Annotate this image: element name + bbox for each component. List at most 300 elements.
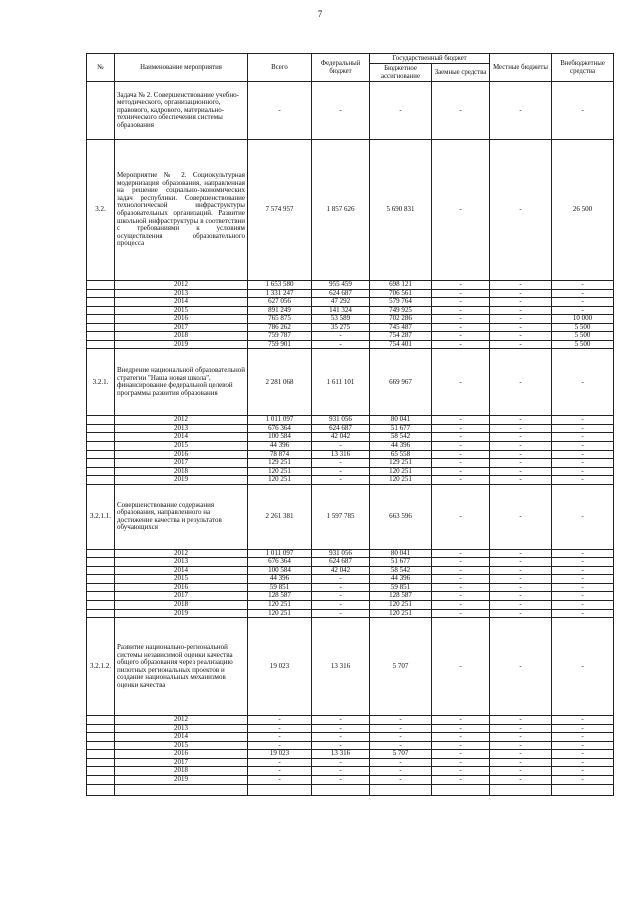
- year-label: 2016: [115, 450, 248, 459]
- year-row: [87, 442, 614, 451]
- year-alloc: 120 251: [370, 467, 432, 476]
- year-total: 129 251: [248, 459, 312, 468]
- year-off: -: [552, 298, 614, 307]
- year-federal: -: [312, 340, 370, 349]
- year-row: [87, 332, 614, 341]
- year-federal: -: [312, 332, 370, 341]
- year-local: -: [490, 289, 552, 298]
- year-row: [87, 323, 614, 332]
- year-local: -: [490, 306, 552, 315]
- year-loans: -: [432, 281, 490, 290]
- year-row: [87, 566, 614, 575]
- year-local: -: [490, 566, 552, 575]
- year-alloc: 51 677: [370, 424, 432, 433]
- program-name: Мероприятие № 2. Социокультурная модернизация образования, направленная на решение социально-экономических задач республики. Совершенствование технологической инфраструктуры образовательных организаций. Развитие школьной инфраструктуры в соответствии с требованиями к условиям осуществления образовательного процесса: [115, 140, 248, 281]
- year-local: -: [490, 741, 552, 750]
- year-label: 2015: [115, 575, 248, 584]
- year-alloc: 129 251: [370, 459, 432, 468]
- year-alloc: -: [370, 716, 432, 725]
- year-row: [87, 733, 614, 742]
- year-total: 120 251: [248, 467, 312, 476]
- year-total: 676 364: [248, 558, 312, 567]
- year-local: -: [490, 716, 552, 725]
- program-loans: -: [432, 618, 490, 716]
- year-federal: 35 275: [312, 323, 370, 332]
- task-local: -: [490, 82, 552, 140]
- year-label: 2018: [115, 601, 248, 610]
- year-label: 2017: [115, 323, 248, 332]
- header-offbudget: Внебюджетные средства: [552, 54, 614, 82]
- year-total: 1 011 097: [248, 416, 312, 425]
- year-row: [87, 575, 614, 584]
- header-num: №: [87, 54, 115, 82]
- year-loans: -: [432, 592, 490, 601]
- year-alloc: 58 542: [370, 433, 432, 442]
- year-local: -: [490, 332, 552, 341]
- year-local: -: [490, 315, 552, 324]
- year-local: -: [490, 724, 552, 733]
- header-row: [87, 54, 614, 64]
- year-local: -: [490, 592, 552, 601]
- year-off: -: [552, 767, 614, 776]
- year-local: -: [490, 467, 552, 476]
- year-local: -: [490, 476, 552, 485]
- year-label: 2017: [115, 758, 248, 767]
- year-off: -: [552, 716, 614, 725]
- year-federal: 931 056: [312, 416, 370, 425]
- program-loans: -: [432, 140, 490, 281]
- year-row: [87, 424, 614, 433]
- task-off: -: [552, 82, 614, 140]
- year-alloc: 44 396: [370, 442, 432, 451]
- year-off: -: [552, 724, 614, 733]
- year-federal: -: [312, 459, 370, 468]
- task-loans: -: [432, 82, 490, 140]
- year-federal: -: [312, 775, 370, 784]
- year-alloc: 58 542: [370, 566, 432, 575]
- year-total: 676 364: [248, 424, 312, 433]
- year-row: [87, 767, 614, 776]
- header-name: Наименование мероприятия: [115, 54, 248, 82]
- year-federal: -: [312, 716, 370, 725]
- year-row: [87, 716, 614, 725]
- year-off: -: [552, 467, 614, 476]
- year-federal: 931 056: [312, 549, 370, 558]
- year-total: -: [248, 741, 312, 750]
- year-label: 2019: [115, 340, 248, 349]
- year-row: [87, 758, 614, 767]
- year-alloc: 44 396: [370, 575, 432, 584]
- year-total: 59 851: [248, 583, 312, 592]
- year-federal: 42 042: [312, 566, 370, 575]
- header-loans: Заемные средства: [432, 64, 490, 82]
- year-row: [87, 298, 614, 307]
- year-loans: -: [432, 549, 490, 558]
- year-local: -: [490, 601, 552, 610]
- year-label: 2012: [115, 281, 248, 290]
- year-total: 100 584: [248, 566, 312, 575]
- program-federal: 1 597 785: [312, 484, 370, 549]
- year-federal: 13 316: [312, 750, 370, 759]
- year-loans: -: [432, 467, 490, 476]
- year-alloc: 59 851: [370, 583, 432, 592]
- year-alloc: 120 251: [370, 601, 432, 610]
- program-alloc: 669 967: [370, 349, 432, 416]
- year-loans: -: [432, 450, 490, 459]
- year-loans: -: [432, 424, 490, 433]
- year-federal: 624 687: [312, 289, 370, 298]
- year-label: 2019: [115, 609, 248, 618]
- year-row: [87, 433, 614, 442]
- page-number: 7: [317, 9, 323, 19]
- year-label: 2016: [115, 583, 248, 592]
- year-local: -: [490, 450, 552, 459]
- year-loans: -: [432, 716, 490, 725]
- year-federal: -: [312, 601, 370, 610]
- header-federal: Федеральный бюджет: [312, 54, 370, 82]
- year-total: 891 249: [248, 306, 312, 315]
- year-label: 2018: [115, 767, 248, 776]
- header-local: Местные бюджеты: [490, 54, 552, 82]
- year-label: 2018: [115, 332, 248, 341]
- year-total: -: [248, 724, 312, 733]
- year-local: -: [490, 442, 552, 451]
- program-local: -: [490, 349, 552, 416]
- year-off: -: [552, 549, 614, 558]
- year-local: -: [490, 433, 552, 442]
- program-loans: -: [432, 349, 490, 416]
- year-local: -: [490, 733, 552, 742]
- year-loans: -: [432, 298, 490, 307]
- year-off: -: [552, 601, 614, 610]
- year-off: -: [552, 741, 614, 750]
- year-local: -: [490, 340, 552, 349]
- year-off: -: [552, 433, 614, 442]
- year-off: -: [552, 583, 614, 592]
- year-label: 2016: [115, 315, 248, 324]
- year-loans: -: [432, 733, 490, 742]
- year-label: 2012: [115, 549, 248, 558]
- year-alloc: 65 558: [370, 450, 432, 459]
- year-row: [87, 750, 614, 759]
- task-alloc: -: [370, 82, 432, 140]
- year-off: -: [552, 775, 614, 784]
- year-total: 120 251: [248, 476, 312, 485]
- year-federal: -: [312, 467, 370, 476]
- year-local: -: [490, 416, 552, 425]
- year-total: -: [248, 767, 312, 776]
- year-row: [87, 609, 614, 618]
- task-name: Задача № 2. Совершенствование учебно-методического, организационного, правового, кадрового, материально-технического обеспечения системы образования: [115, 82, 248, 140]
- year-loans: -: [432, 601, 490, 610]
- year-loans: -: [432, 566, 490, 575]
- year-row: [87, 476, 614, 485]
- program-local: -: [490, 618, 552, 716]
- year-alloc: 80 041: [370, 416, 432, 425]
- year-loans: -: [432, 575, 490, 584]
- year-total: 765 875: [248, 315, 312, 324]
- year-off: 5 500: [552, 323, 614, 332]
- year-loans: -: [432, 775, 490, 784]
- year-label: 2014: [115, 298, 248, 307]
- year-off: 5 500: [552, 340, 614, 349]
- year-federal: -: [312, 609, 370, 618]
- year-federal: 624 687: [312, 424, 370, 433]
- year-alloc: -: [370, 724, 432, 733]
- year-alloc: -: [370, 758, 432, 767]
- program-name: Внедрение национальной образовательной стратегии "Наша новая школа", финансирование федеральной целевой программы развития образования: [115, 349, 248, 416]
- year-local: -: [490, 583, 552, 592]
- year-total: 120 251: [248, 609, 312, 618]
- year-alloc: 754 287: [370, 332, 432, 341]
- header-budget-alloc: Бюджетное ассигнование: [370, 64, 432, 82]
- year-row: [87, 416, 614, 425]
- year-loans: -: [432, 323, 490, 332]
- year-off: -: [552, 476, 614, 485]
- program-number: 3.2.: [87, 140, 115, 281]
- year-local: -: [490, 558, 552, 567]
- year-local: -: [490, 281, 552, 290]
- year-loans: -: [432, 340, 490, 349]
- year-federal: -: [312, 741, 370, 750]
- year-alloc: 5 707: [370, 750, 432, 759]
- year-total: -: [248, 716, 312, 725]
- program-number: 3.2.1.1.: [87, 484, 115, 549]
- year-label: 2012: [115, 416, 248, 425]
- year-federal: 42 042: [312, 433, 370, 442]
- program-total: 2 261 381: [248, 484, 312, 549]
- year-row: [87, 306, 614, 315]
- year-label: 2014: [115, 566, 248, 575]
- year-row: [87, 724, 614, 733]
- header-total: Всего: [248, 54, 312, 82]
- year-total: -: [248, 733, 312, 742]
- year-federal: -: [312, 767, 370, 776]
- program-federal: 13 316: [312, 618, 370, 716]
- year-federal: 955 459: [312, 281, 370, 290]
- year-alloc: 579 764: [370, 298, 432, 307]
- year-alloc: 702 286: [370, 315, 432, 324]
- year-alloc: -: [370, 767, 432, 776]
- program-alloc: 5 707: [370, 618, 432, 716]
- year-row: [87, 549, 614, 558]
- year-row: [87, 601, 614, 610]
- year-alloc: 120 251: [370, 476, 432, 485]
- year-federal: -: [312, 724, 370, 733]
- year-label: 2015: [115, 442, 248, 451]
- year-off: -: [552, 281, 614, 290]
- year-federal: -: [312, 442, 370, 451]
- year-total: 19 023: [248, 750, 312, 759]
- year-loans: -: [432, 724, 490, 733]
- task-row: [87, 82, 614, 140]
- year-total: 44 396: [248, 442, 312, 451]
- program-total: 19 023: [248, 618, 312, 716]
- year-off: -: [552, 459, 614, 468]
- year-local: -: [490, 549, 552, 558]
- year-alloc: 698 121: [370, 281, 432, 290]
- year-label: 2013: [115, 424, 248, 433]
- year-alloc: -: [370, 733, 432, 742]
- year-loans: -: [432, 476, 490, 485]
- year-off: 10 000: [552, 315, 614, 324]
- year-label: 2013: [115, 724, 248, 733]
- year-alloc: 128 587: [370, 592, 432, 601]
- year-alloc: 749 925: [370, 306, 432, 315]
- year-row: [87, 741, 614, 750]
- year-label: 2012: [115, 716, 248, 725]
- year-total: 128 587: [248, 592, 312, 601]
- year-row: [87, 775, 614, 784]
- year-total: 1 653 580: [248, 281, 312, 290]
- year-label: 2017: [115, 459, 248, 468]
- year-federal: -: [312, 476, 370, 485]
- year-off: -: [552, 558, 614, 567]
- year-off: -: [552, 758, 614, 767]
- year-loans: -: [432, 767, 490, 776]
- year-loans: -: [432, 459, 490, 468]
- year-alloc: 51 677: [370, 558, 432, 567]
- year-row: [87, 467, 614, 476]
- program-total: 7 574 957: [248, 140, 312, 281]
- year-local: -: [490, 758, 552, 767]
- year-total: 78 874: [248, 450, 312, 459]
- year-loans: -: [432, 289, 490, 298]
- year-label: 2015: [115, 741, 248, 750]
- year-local: -: [490, 575, 552, 584]
- year-federal: -: [312, 583, 370, 592]
- program-row: [87, 349, 614, 416]
- year-federal: -: [312, 733, 370, 742]
- year-off: -: [552, 424, 614, 433]
- year-loans: -: [432, 583, 490, 592]
- year-row: [87, 281, 614, 290]
- year-row: [87, 459, 614, 468]
- year-label: 2019: [115, 775, 248, 784]
- year-row: [87, 558, 614, 567]
- program-off: -: [552, 618, 614, 716]
- year-off: 5 500: [552, 332, 614, 341]
- year-row: [87, 583, 614, 592]
- year-off: -: [552, 306, 614, 315]
- year-federal: 47 292: [312, 298, 370, 307]
- year-loans: -: [432, 758, 490, 767]
- year-federal: 141 324: [312, 306, 370, 315]
- empty-row: [87, 784, 614, 795]
- year-off: -: [552, 575, 614, 584]
- year-total: 1 011 097: [248, 549, 312, 558]
- year-loans: -: [432, 750, 490, 759]
- year-loans: -: [432, 609, 490, 618]
- program-local: -: [490, 484, 552, 549]
- program-number: 3.2.1.: [87, 349, 115, 416]
- year-local: -: [490, 459, 552, 468]
- year-local: -: [490, 298, 552, 307]
- year-total: 786 262: [248, 323, 312, 332]
- year-alloc: 120 251: [370, 609, 432, 618]
- program-off: -: [552, 484, 614, 549]
- year-federal: -: [312, 575, 370, 584]
- budget-table: [86, 53, 614, 796]
- program-federal: 1 857 626: [312, 140, 370, 281]
- year-label: 2019: [115, 476, 248, 485]
- year-alloc: -: [370, 775, 432, 784]
- program-off: -: [552, 349, 614, 416]
- year-total: 44 396: [248, 575, 312, 584]
- year-total: -: [248, 758, 312, 767]
- program-row: [87, 484, 614, 549]
- year-loans: -: [432, 741, 490, 750]
- year-label: 2014: [115, 733, 248, 742]
- year-total: -: [248, 775, 312, 784]
- year-loans: -: [432, 315, 490, 324]
- program-row: [87, 140, 614, 281]
- year-loans: -: [432, 332, 490, 341]
- program-loans: -: [432, 484, 490, 549]
- year-federal: 13 316: [312, 450, 370, 459]
- year-federal: -: [312, 592, 370, 601]
- year-federal: 624 687: [312, 558, 370, 567]
- program-alloc: 663 596: [370, 484, 432, 549]
- year-row: [87, 315, 614, 324]
- program-number: 3.2.1.2.: [87, 618, 115, 716]
- year-row: [87, 592, 614, 601]
- year-loans: -: [432, 433, 490, 442]
- year-off: -: [552, 750, 614, 759]
- program-name: Совершенствование содержания образования, направленного на достижение качества и результатов обучающихся: [115, 484, 248, 549]
- year-off: -: [552, 289, 614, 298]
- year-total: 100 584: [248, 433, 312, 442]
- year-local: -: [490, 775, 552, 784]
- year-off: -: [552, 733, 614, 742]
- year-alloc: 706 561: [370, 289, 432, 298]
- year-loans: -: [432, 558, 490, 567]
- year-row: [87, 450, 614, 459]
- year-alloc: -: [370, 741, 432, 750]
- year-off: -: [552, 592, 614, 601]
- year-label: 2015: [115, 306, 248, 315]
- year-label: 2016: [115, 750, 248, 759]
- year-label: 2014: [115, 433, 248, 442]
- year-loans: -: [432, 416, 490, 425]
- year-alloc: 754 401: [370, 340, 432, 349]
- year-local: -: [490, 767, 552, 776]
- program-alloc: 5 690 831: [370, 140, 432, 281]
- program-total: 2 281 068: [248, 349, 312, 416]
- year-loans: -: [432, 306, 490, 315]
- program-name: Развитие национально-региональной системы независимой оценки качества общего образования через реализацию пилотных региональных проектов и создание национальных механизмов оценки качества: [115, 618, 248, 716]
- task-federal: -: [312, 82, 370, 140]
- year-label: 2017: [115, 592, 248, 601]
- program-off: 26 500: [552, 140, 614, 281]
- year-federal: 53 589: [312, 315, 370, 324]
- task-total: -: [248, 82, 312, 140]
- year-total: 120 251: [248, 601, 312, 610]
- year-local: -: [490, 609, 552, 618]
- year-label: 2013: [115, 558, 248, 567]
- program-local: -: [490, 140, 552, 281]
- year-alloc: 80 041: [370, 549, 432, 558]
- year-off: -: [552, 450, 614, 459]
- year-local: -: [490, 750, 552, 759]
- year-federal: -: [312, 758, 370, 767]
- program-row: [87, 618, 614, 716]
- year-label: 2018: [115, 467, 248, 476]
- year-loans: -: [432, 442, 490, 451]
- year-label: 2013: [115, 289, 248, 298]
- year-off: -: [552, 609, 614, 618]
- year-total: 759 787: [248, 332, 312, 341]
